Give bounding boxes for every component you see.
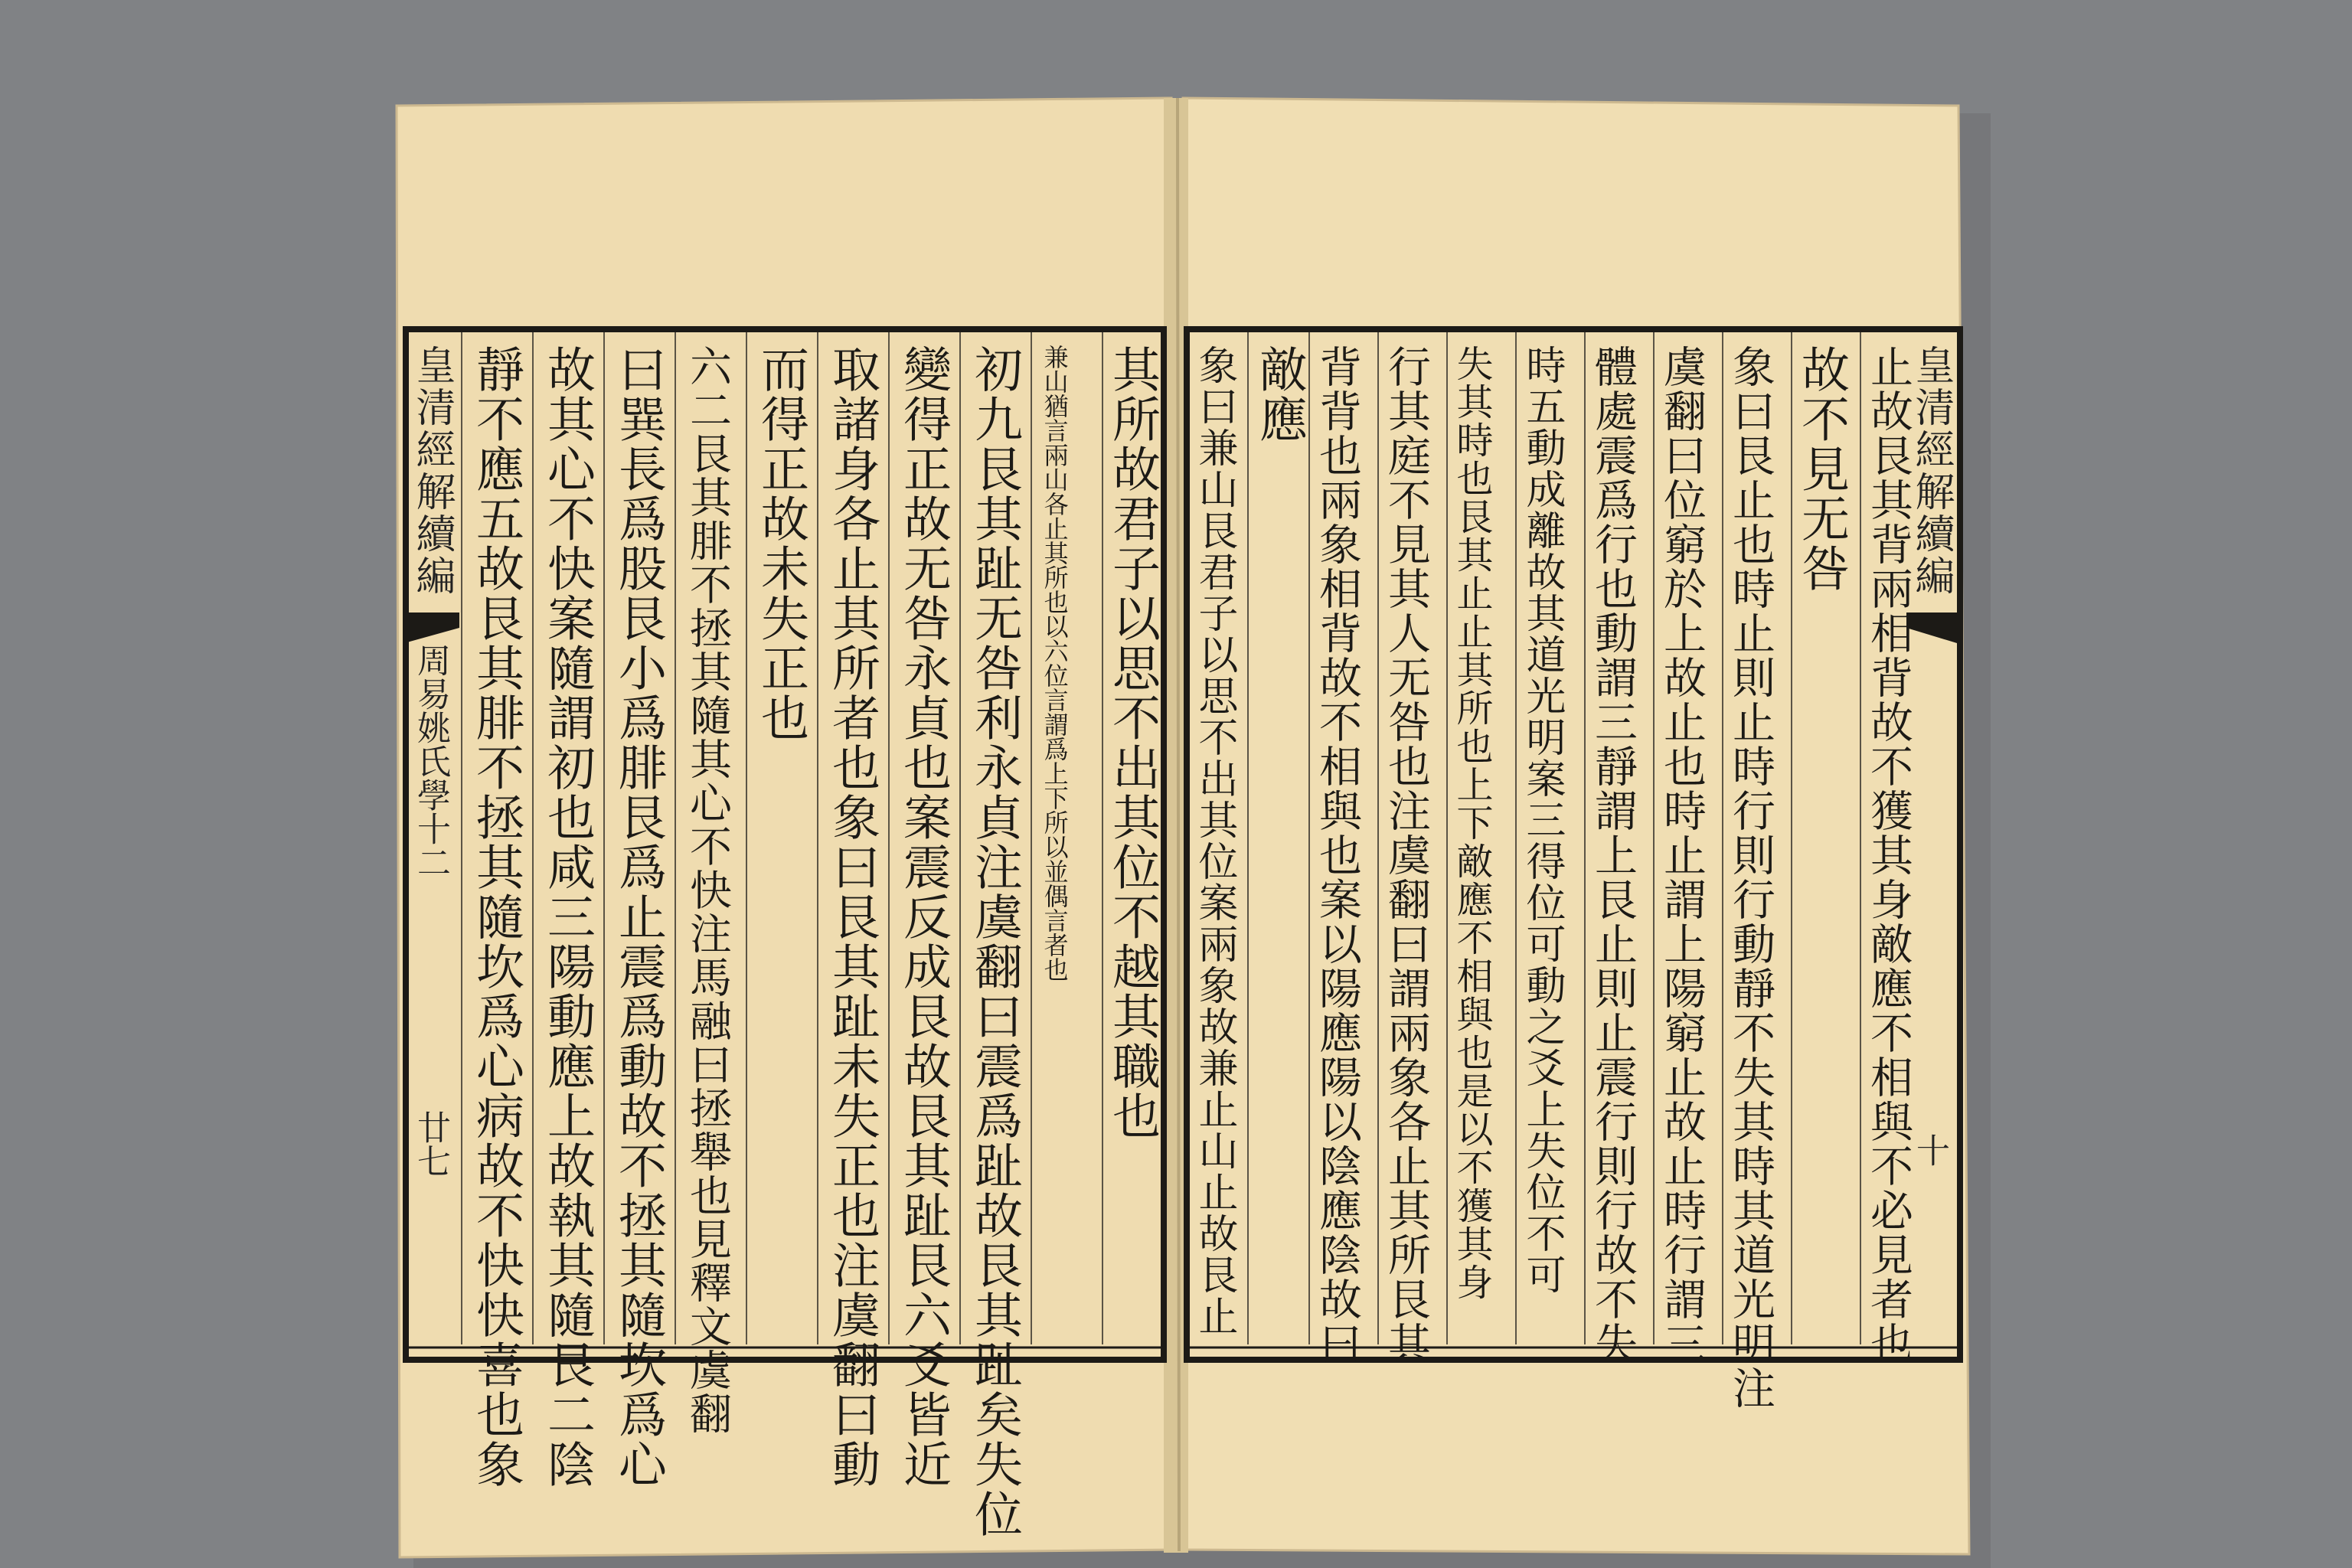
left-column-6: 而得正故未失正也 [753, 345, 809, 743]
right-header-title: 皇清經解續編 [1908, 345, 1954, 597]
left-column-4: 變得正故无咎永貞也案震反成艮故艮其趾艮六爻皆近 [896, 345, 952, 1489]
right-column-1: 止故艮其背兩相背故不獲其身敵應不相與不必見者也 [1864, 345, 1913, 1366]
left-column-1: 其所故君子以思不出其位不越其職也 [1105, 345, 1161, 1141]
right-column-2: 故不見无咎 [1794, 345, 1850, 593]
left-column-5: 取諸身各止其所者也象曰艮其趾未失正也注虞翻曰動 [825, 345, 880, 1489]
right-column-10: 敵應 [1252, 345, 1308, 444]
right-column-6: 時五動成離故其道光明案三得位可動之爻上失位不可 [1519, 345, 1565, 1295]
right-column-9: 背背也兩象相背故不相與也案以陽應陽以陰應陰故曰 [1312, 345, 1362, 1366]
left-column-2: 兼山猶言兩山各止其所也以六位言謂爲上下所以並偶言者也 [1040, 345, 1070, 982]
right-column-11: 象曰兼山艮君子以思不出其位案兩象故兼止山止故艮止 [1191, 345, 1237, 1337]
left-column-8: 曰巽長爲股艮小爲腓艮爲止震爲動故不拯其隨坎爲心 [611, 345, 667, 1489]
right-column-4: 虞翻曰位窮於上故止也時止謂上陽窮止故止時行謂三 [1657, 345, 1707, 1366]
right-fold-leaf: 十 [1910, 1133, 1949, 1167]
left-column-3: 初九艮其趾无咎利永貞注虞翻曰震爲趾故艮其趾矣失位 [967, 345, 1023, 1539]
left-column-7: 六二艮其腓不拯其隨其心不快注馬融曰拯舉也見釋文虞翻 [683, 345, 732, 1436]
right-column-3: 象曰艮止也時止則止時行則行動靜不失其時其道光明注 [1726, 345, 1775, 1410]
right-column-5: 體處震爲行也動謂三靜謂上艮止則止震行則行故不失 [1588, 345, 1638, 1366]
right-column-7: 失其時也艮其止止其所也上下敵應不相與也是以不獲其身 [1450, 345, 1493, 1302]
left-fold-label: 周易姚氏學十二 [411, 643, 450, 879]
left-column-9: 故其心不快案隨謂初也咸三陽動應上故執其隨艮二陰 [540, 345, 596, 1489]
left-header-title: 皇清經解續編 [409, 345, 455, 597]
left-fold-leaf: 廿七 [411, 1110, 450, 1178]
right-column-8: 行其庭不見其人无咎也注虞翻曰謂兩象各止其所艮其 [1381, 345, 1431, 1366]
left-column-10: 靜不應五故艮其腓不拯其隨坎爲心病故不快快喜也象 [469, 345, 524, 1489]
